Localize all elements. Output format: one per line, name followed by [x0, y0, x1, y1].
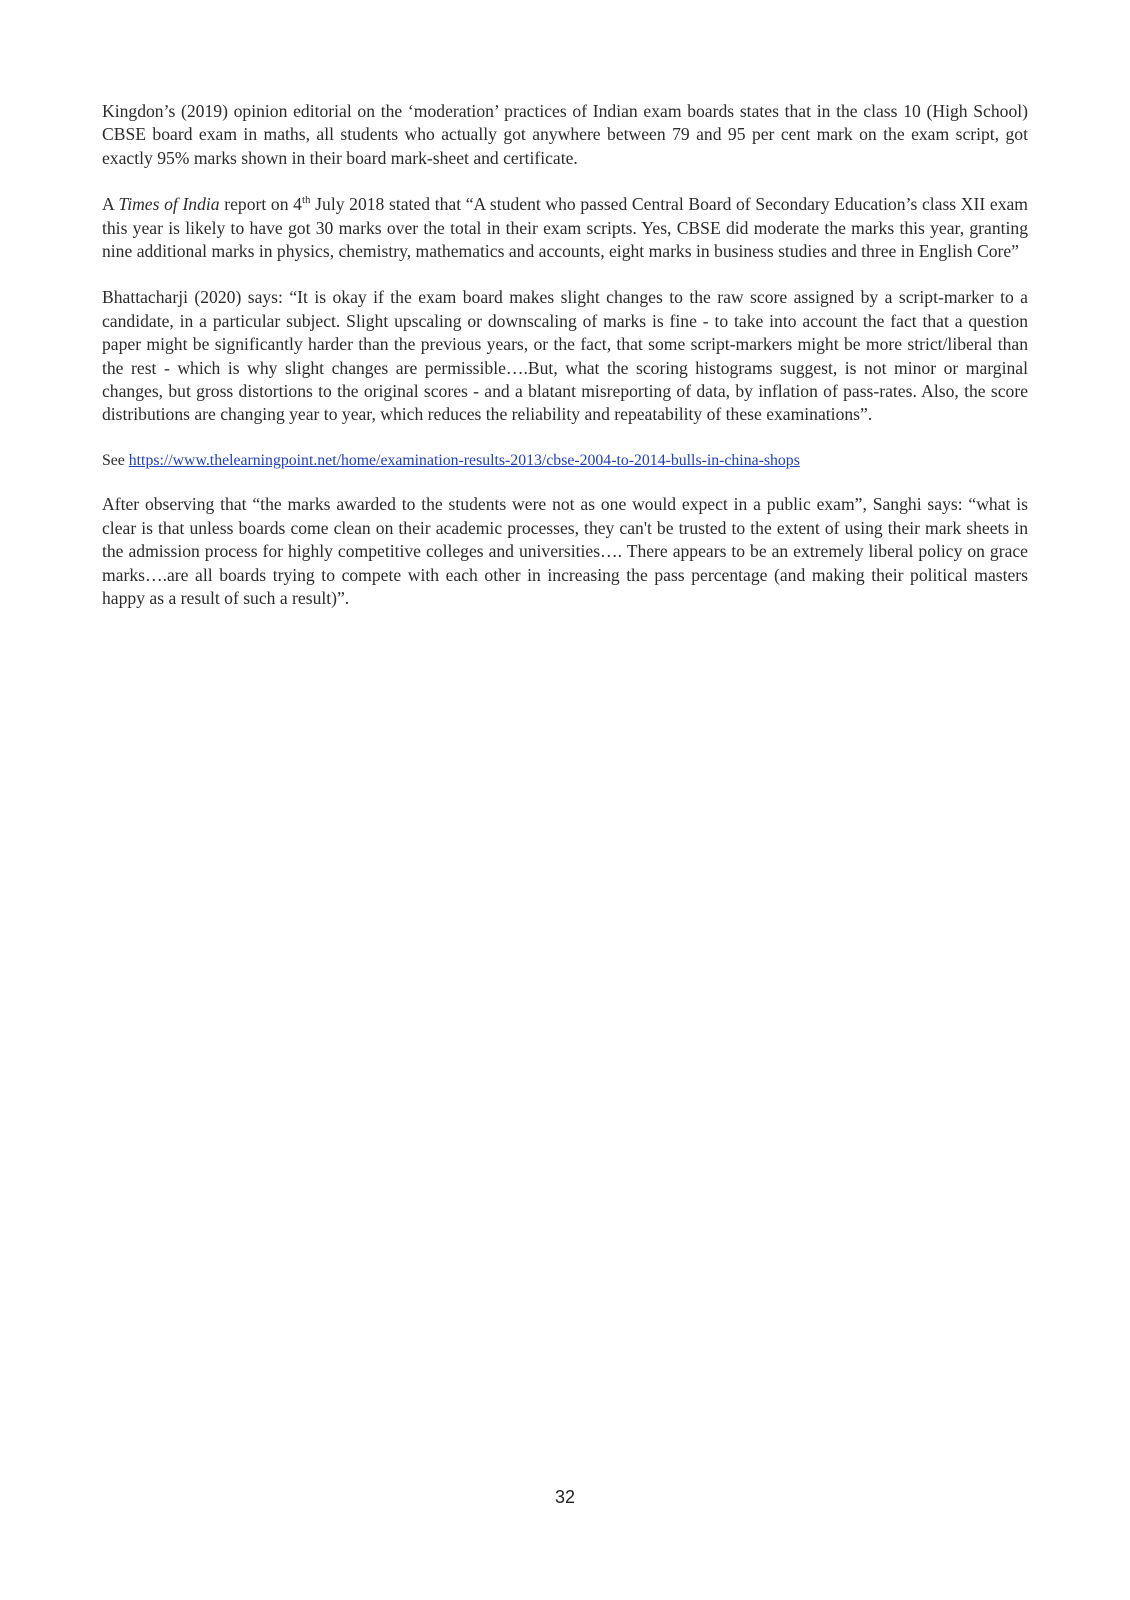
publication-name: Times of India [118, 194, 220, 215]
bhattacharji-paragraph: Bhattacharji (2020) says: “It is okay if the exam board makes slight changes to the raw score assigned by a script-marker to a candidate, in a particular subject. Slight upscaling or downscaling of marks is fine - to take into account the fact that a question paper might be significantly harder than the previous years, or the fact, that some script-markers might be more strict/liberal than the rest - which is why slight changes are permissible….But, what the scoring histograms suggest, is not minor or marginal changes, but gross distortions to the original scores - and a blatant misreporting of data, by inflation of pass-rates. Also, the score distributions are changing year to year, which reduces the reliability and repeatability of these examinations”. [102, 287, 1028, 425]
times-paragraph-report-on: report on 4 [219, 194, 302, 215]
times-paragraph-body: July 2018 stated that “A student who passed Central Board of Secondary Education’s class XII exam this year is likely to have got 30 marks over the total in their exam scripts. Yes, CBSE did moderate the marks this year, granting nine additional marks in physics, chemistry, mathematics and accounts, eight marks in business studies and three in English Core” [102, 194, 1028, 262]
times-of-india-paragraph [102, 193, 1028, 263]
times-paragraph-article: A [102, 194, 119, 215]
kingdon-paragraph: Kingdon’s (2019) opinion editorial on the ‘moderation’ practices of Indian exam boards states that in the class 10 (High School) CBSE board exam in maths, all students who actually got anywhere between 79 and 95 per cent mark on the exam script, got exactly 95% marks shown in their board mark-sheet and certificate. [102, 101, 1028, 168]
sanghi-paragraph: After observing that “the marks awarded to the students were not as one would expect in a public exam”, Sanghi says: “what is clear is that unless boards come clean on their academic processes, they can't be trusted to the extent of using their mark sheets in the admission process for highly competitive colleges and universities…. There appears to be an extremely liberal policy on grace marks….are all boards trying to compete with each other in increasing the pass percentage (and making their political masters happy as a result of such a result)”. [102, 494, 1028, 608]
page-body [102, 100, 1028, 633]
page-number: 32 [554, 1487, 576, 1507]
ordinal-superscript: th [301, 194, 311, 207]
reference-link[interactable]: https://www.thelearningpoint.net/home/examination-results-2013/cbse-2004-to-2014-bulls-in-china-shops [128, 451, 800, 469]
see-prefix: See [102, 451, 129, 469]
see-reference-line [102, 449, 1028, 472]
